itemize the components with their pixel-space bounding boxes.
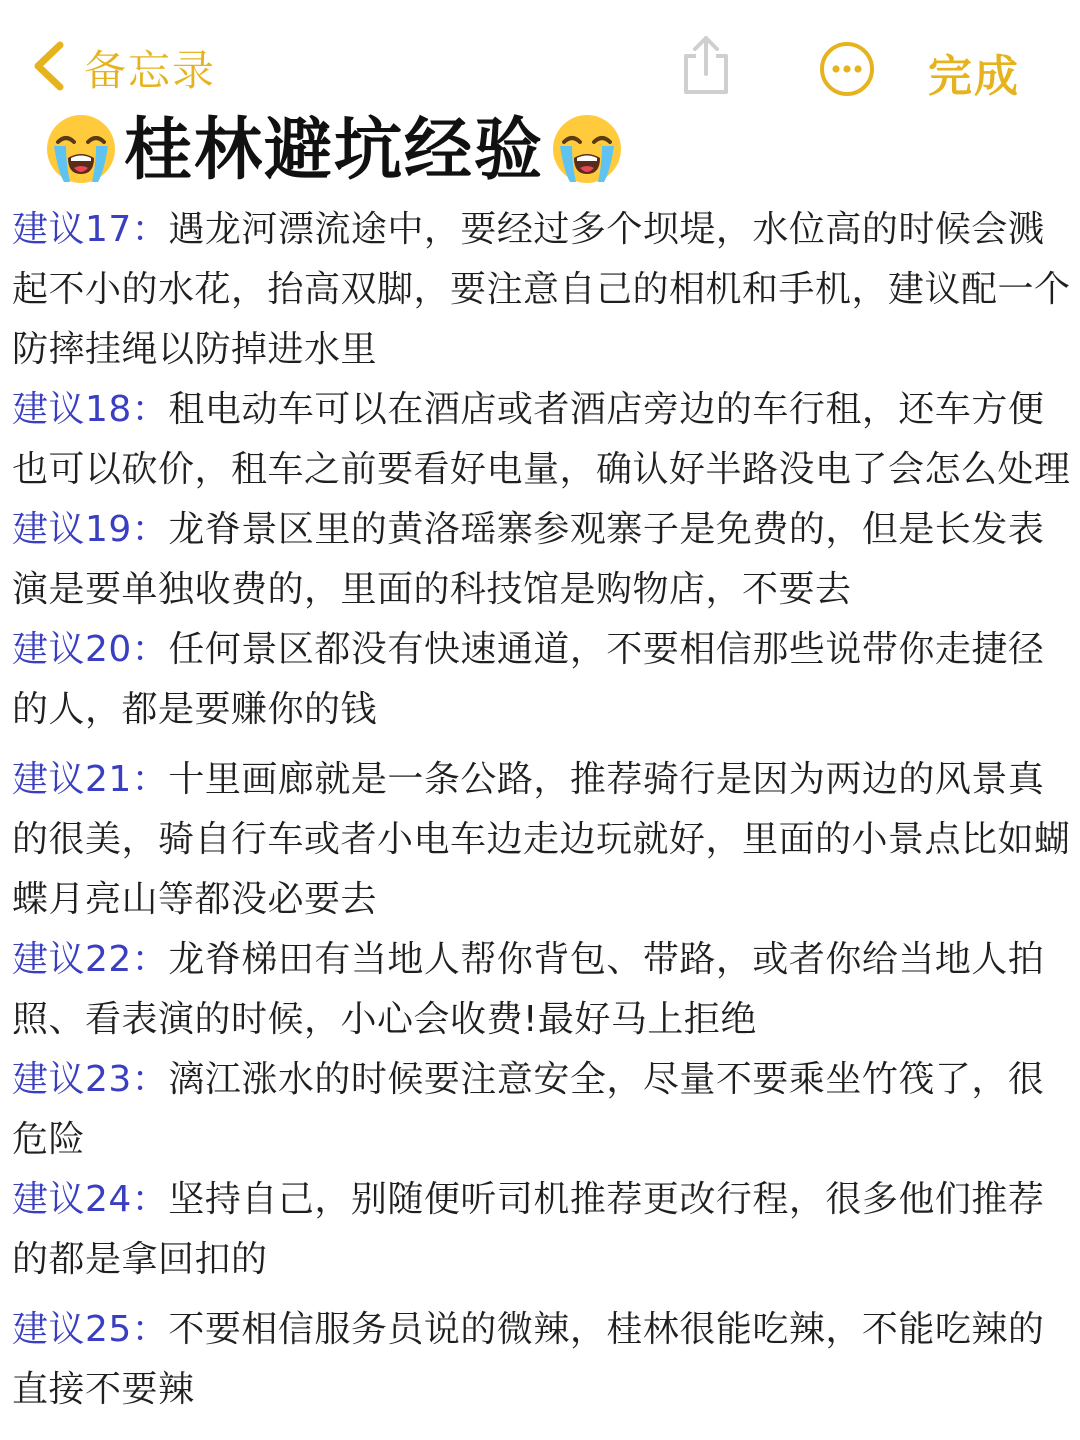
tip-label: 建议18： <box>12 389 169 430</box>
tip-text: 龙脊景区里的黄洛瑶寨参观寨子是免费的，但是长发表演是要单独收费的，里面的科技馆是购物店，不要去 <box>12 509 1045 610</box>
tip-label: 建议20： <box>12 629 169 670</box>
tip-label: 建议19： <box>12 509 169 550</box>
tip-label: 建议17： <box>12 209 169 250</box>
done-button[interactable]: 完成 <box>928 51 1020 102</box>
chevron-left-icon <box>32 41 66 95</box>
tip-text: 坚持自己，别随便听司机推荐更改行程，很多他们推荐的都是拿回扣的 <box>12 1179 1045 1280</box>
tip-item <box>12 380 1074 500</box>
tip-text: 遇龙河漂流途中，要经过多个坝堤，水位高的时候会溅起不小的水花，抬高双脚，要注意自己的相机和手机，建议配一个防摔挂绳以防掉进水里 <box>12 209 1071 370</box>
tip-text: 漓江涨水的时候要注意安全，尽量不要乘坐竹筏了，很危险 <box>12 1059 1045 1160</box>
tip-text: 十里画廊就是一条公路，推荐骑行是因为两边的风景真的很美，骑自行车或者小电车边走边玩就好，里面的小景点比如蝴蝶月亮山等都没必要去 <box>12 759 1071 920</box>
page-title: 桂林避坑经验 <box>124 111 545 190</box>
tip-item <box>12 500 1074 620</box>
tip-label: 建议22： <box>12 939 169 980</box>
tip-text: 租电动车可以在酒店或者酒店旁边的车行租，还车方便也可以砍价，租车之前要看好电量，确认好半路没电了会怎么处理 <box>12 389 1071 490</box>
tip-label: 建议23： <box>12 1059 169 1100</box>
tip-text: 任何景区都没有快速通道，不要相信那些说带你走捷径的人，都是要赚你的钱 <box>12 629 1045 730</box>
tip-text: 龙脊梯田有当地人帮你背包、带路，或者你给当地人拍照、看表演的时候，小心会收费!最好马上拒绝 <box>12 939 1045 1040</box>
loudly-crying-face-emoji-icon <box>44 112 118 190</box>
navigation-bar <box>0 0 1080 110</box>
tip-item <box>12 1300 1074 1420</box>
loudly-crying-face-emoji-icon <box>550 112 624 190</box>
tip-label: 建议25： <box>12 1309 169 1350</box>
tip-item <box>12 750 1074 930</box>
share-button[interactable] <box>676 32 736 98</box>
back-label: 备忘录 <box>84 46 217 95</box>
tip-text: 不要相信服务员说的微辣，桂林很能吃辣，不能吃辣的直接不要辣 <box>12 1309 1045 1410</box>
tip-item <box>12 1170 1074 1290</box>
more-options-button[interactable] <box>818 40 876 98</box>
share-icon <box>676 83 736 102</box>
more-circle-icon <box>818 83 876 102</box>
tip-label: 建议21： <box>12 759 169 800</box>
note-title-row <box>44 108 624 194</box>
back-button[interactable] <box>32 40 216 96</box>
tip-item <box>12 930 1074 1050</box>
tip-item <box>12 1050 1074 1170</box>
tip-item <box>12 620 1074 740</box>
note-body[interactable] <box>12 200 1074 1420</box>
tip-label: 建议24： <box>12 1179 169 1220</box>
tip-item <box>12 200 1074 380</box>
